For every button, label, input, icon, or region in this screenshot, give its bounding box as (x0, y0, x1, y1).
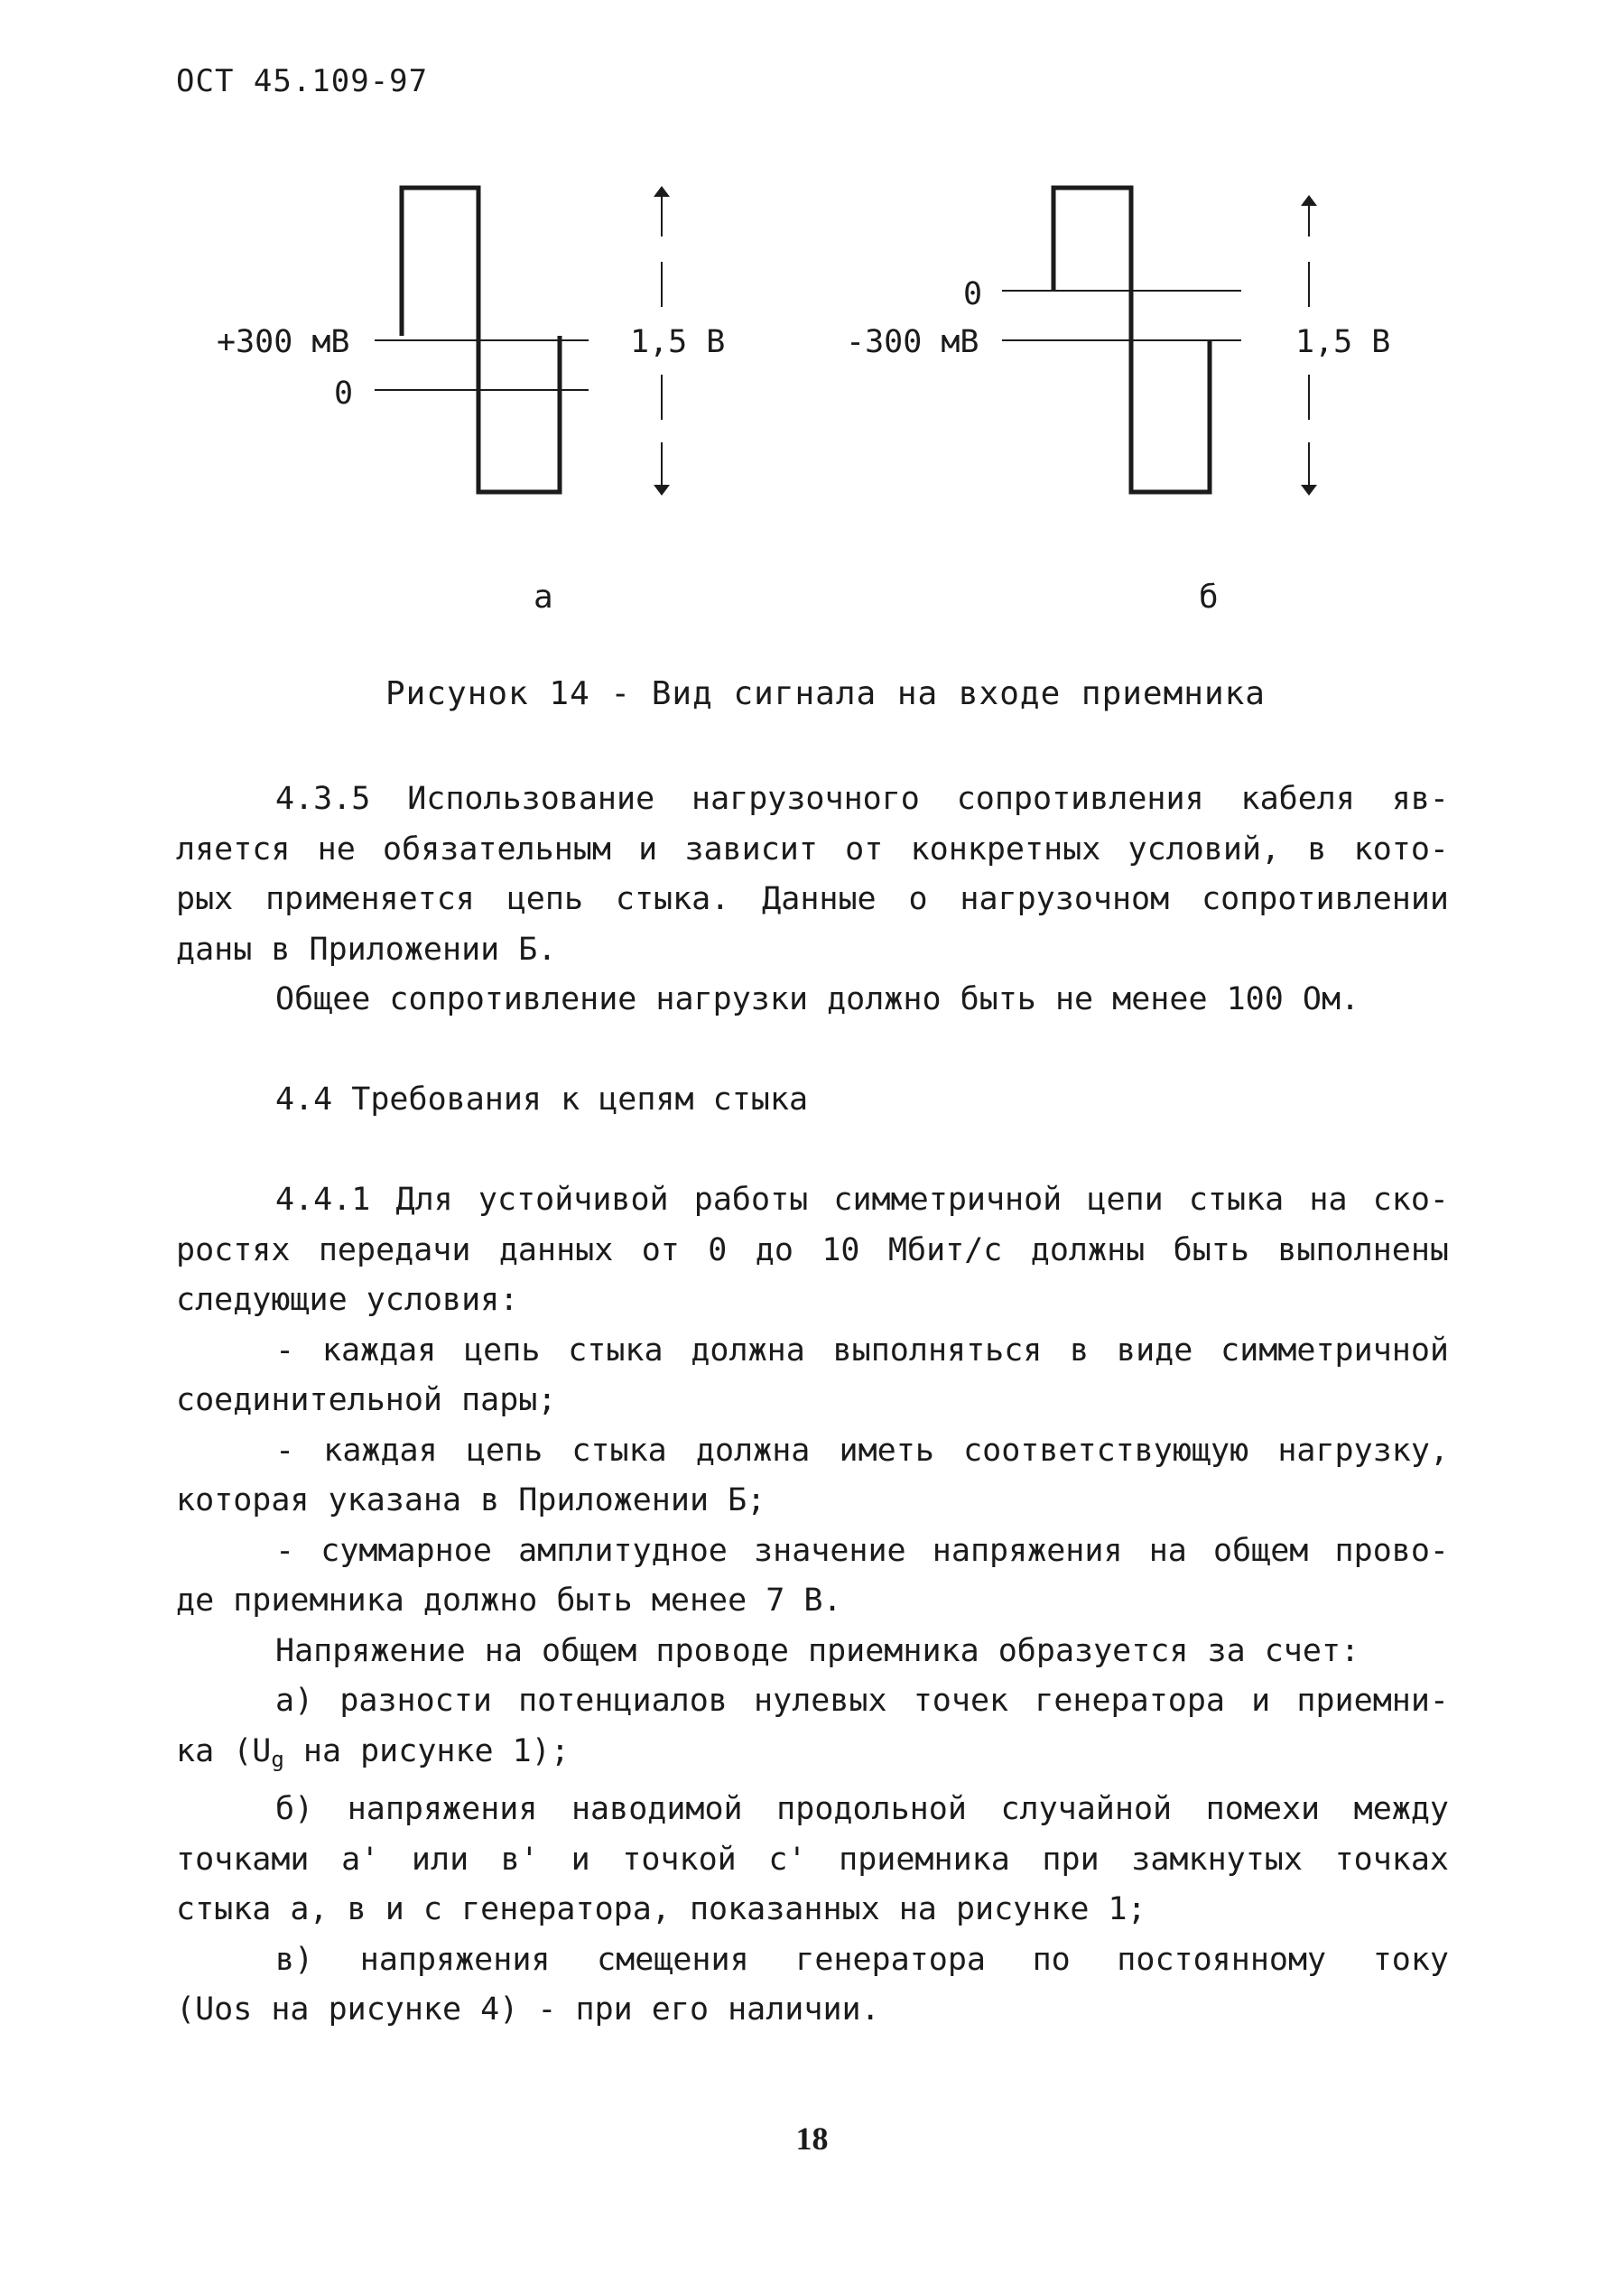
amplitude-label-b: 1,5 В (1295, 324, 1391, 360)
list-item-b-line: точками а' или в' и точкой с' приемника при замкнутых точках (176, 1841, 1449, 1878)
bullet-line: - каждая цепь стыка должна иметь соответствующую нагрузку, (275, 1432, 1449, 1469)
figure-caption: Рисунок 14 - Вид сигнала на входе приемника (385, 675, 1266, 712)
panel-label-a: а (534, 579, 553, 616)
section-heading-4-4: 4.4 Требования к цепям стыка (275, 1081, 809, 1118)
level-label-a: +300 мВ (217, 324, 350, 360)
paragraph-line: 4.3.5 Использование нагрузочного сопротивления кабеля яв- (275, 781, 1449, 817)
main-text (176, 775, 1449, 2036)
list-item-b-line: стыка а, в и с генератора, показанных на рисунке 1; (176, 1891, 1146, 1927)
paragraph-line: ростях передачи данных от 0 до 10 Мбит/с должны быть выполнены (176, 1231, 1449, 1268)
voltage-intro: Напряжение на общем проводе приемника образуется за счет: (275, 1632, 1360, 1669)
paragraph-line: 4.4.1 Для устойчивой работы симметричной цепи стыка на ско- (275, 1182, 1449, 1218)
panel-label-b: б (1199, 579, 1219, 616)
page-number: 18 (795, 2121, 829, 2157)
panel-a (217, 188, 725, 616)
zero-label-a: 0 (334, 376, 354, 412)
level-label-b: -300 мВ (846, 324, 979, 360)
bullet-line: - каждая цепь стыка должна выполняться в виде симметричной (275, 1332, 1449, 1369)
amplitude-label-a: 1,5 В (630, 324, 726, 360)
list-item-a-line: а) разности потенциалов нулевых точек генератора и приемни- (275, 1683, 1449, 1719)
paragraph-line: следующие условия: (176, 1282, 519, 1318)
figure-14 (0, 0, 1624, 686)
bullet-line: соединительной пары; (176, 1382, 557, 1418)
list-item-c-line: (Uos на рисунке 4) - при его наличии. (176, 1991, 880, 2028)
list-item-a-line: ка ($U_g$ на рисунке 1); (176, 1732, 570, 1772)
zero-label-b: 0 (963, 276, 983, 312)
list-item-c-line: в) напряжения смещения генератора по постоянному току (275, 1941, 1449, 1978)
paragraph-total-resistance: Общее сопротивление нагрузки должно быть не менее 100 Ом. (275, 981, 1360, 1017)
bullet-line: которая указана в Приложении Б; (176, 1482, 766, 1518)
paragraph-line: рых применяется цепь стыка. Данные о нагрузочном сопротивлении (176, 881, 1449, 917)
bullet-line: - суммарное амплитудное значение напряжения на общем прово- (275, 1532, 1449, 1569)
signal-diagram (0, 0, 1624, 686)
paragraph-line: даны в Приложении Б. (176, 931, 557, 968)
paragraph-line: ляется не обязательным и зависит от конкретных условий, в кото- (176, 831, 1449, 868)
document-code: ОСТ 45.109-97 (176, 63, 429, 99)
bullet-line: де приемника должно быть менее 7 В. (176, 1583, 842, 1619)
panel-b (846, 188, 1390, 616)
list-item-b-line: б) напряжения наводимой продольной случайной помехи между (275, 1791, 1449, 1827)
